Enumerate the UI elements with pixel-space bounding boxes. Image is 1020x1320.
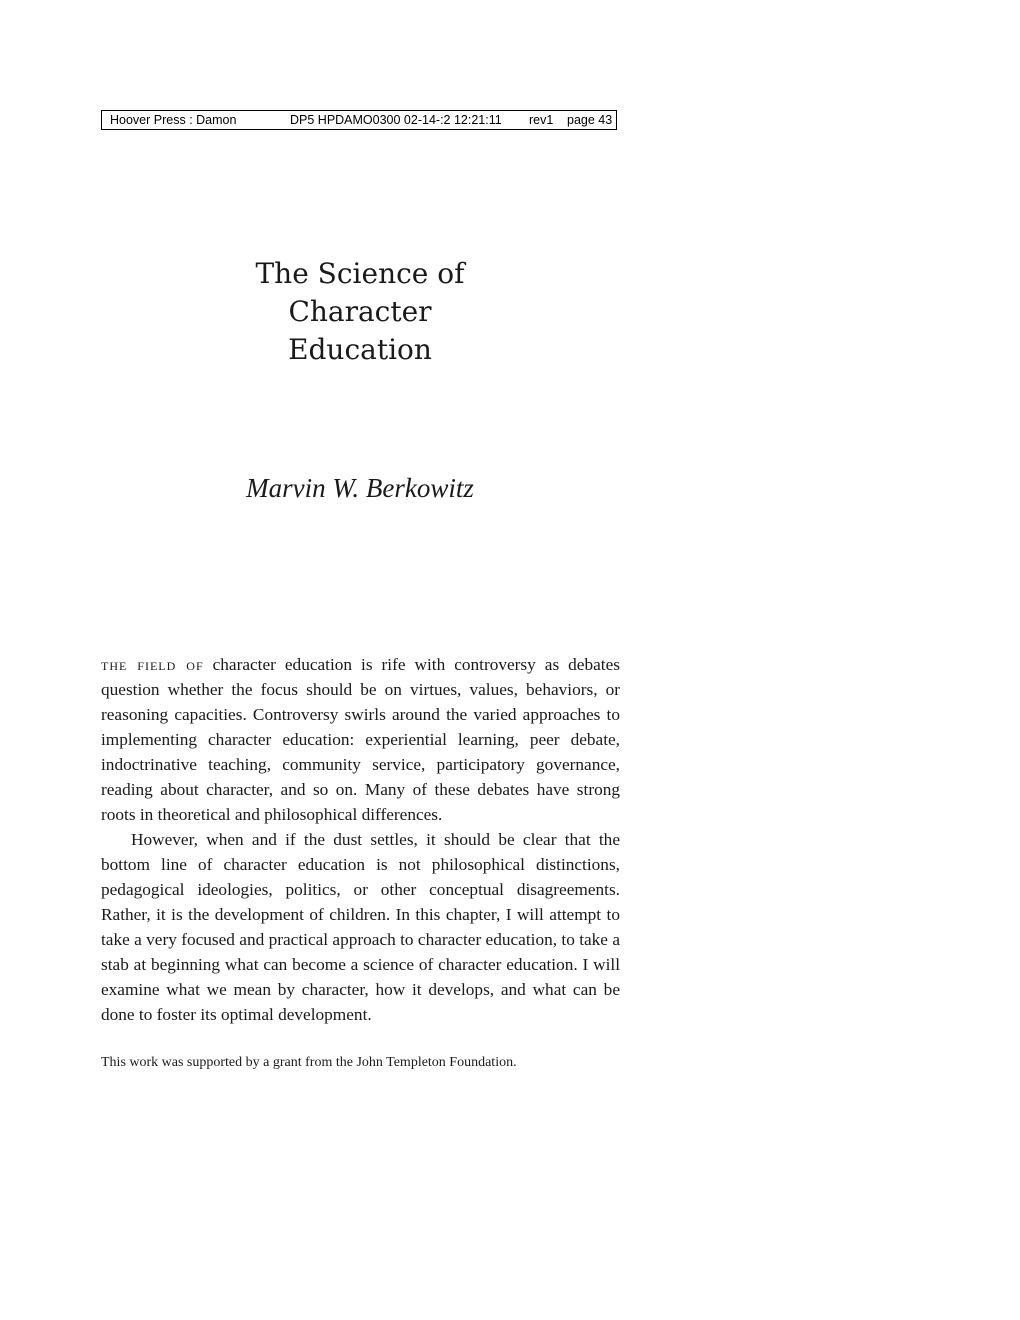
- header-publisher: Hoover Press : Damon: [110, 113, 237, 127]
- footnote: This work was supported by a grant from the John Templeton Foundation.: [101, 1055, 517, 1070]
- paragraph-1: [101, 652, 620, 827]
- print-header: [101, 110, 617, 130]
- header-page-number: page 43: [567, 113, 613, 127]
- chapter-title-line-1: The Science of: [255, 257, 465, 290]
- chapter-author: Marvin W. Berkowitz: [246, 473, 474, 503]
- header-job-code: DP5 HPDAMO0300 02-14-:2 12:21:11: [290, 113, 502, 127]
- header-revision: rev1: [529, 113, 554, 127]
- chapter-title-line-2: Character: [288, 295, 432, 328]
- paragraph-2: However, when and if the dust settles, it should be clear that the bottom line of character education is not philosophical distinctions, pedagogical ideologies, politics, or other conceptual disagreements. Rather, it is the development of children. In this chapter, I will attempt to take a very focused and practical approach to character education, to take a stab at beginning what can become a science of character education. I will examine what we mean by character, how it develops, and what can be done to foster its optimal development.: [101, 830, 620, 1024]
- chapter-title: [160, 255, 560, 369]
- body-text: [101, 652, 620, 1027]
- paragraph-1-lead: the field of: [101, 655, 204, 674]
- paragraph-1-text: character education is rife with controversy as debates question whether the focus should be on virtues, values, behaviors, or reasoning capacities. Controversy swirls around the varied approaches to implementing character education: experiential learning, peer debate, indoctrinative teaching, community service, participatory governance, reading about character, and so on. Many of these debates have strong roots in theoretical and philosophical differences.: [101, 655, 620, 824]
- chapter-title-line-3: Education: [288, 333, 432, 366]
